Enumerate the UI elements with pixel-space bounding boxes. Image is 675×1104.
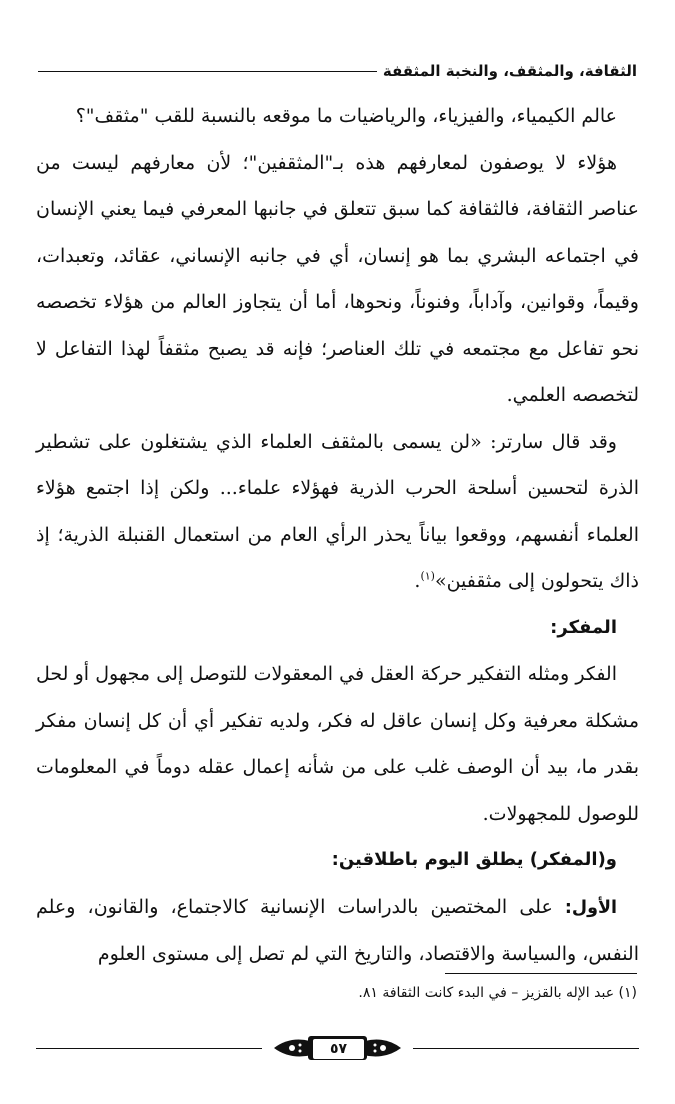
footer-rule-left [36,1048,262,1049]
running-header-rule [38,71,377,72]
paragraph: الفكر ومثله التفكير حركة العقل في المعقولات للتوصل إلى مجهول أو لحل مشكلة معرفية وكل إنسان عاقل له فكر، ولديه تفكير أي أن كل إنسان مفكر بقدر ما، بيد أن الوصف غلب على من شأنه إعمال عقله دوماً في المعلومات للوصول للمجهولات. [36,663,639,825]
paragraph-end-mark: . [414,570,421,592]
running-header-title: الثقافة، والمثقف، والنخبة المثقفة [382,62,637,80]
footer-rule-right [413,1048,639,1049]
paragraph: هؤلاء لا يوصفون لمعارفهم هذه بـ"المثقفين"؛ لأن معارفهم ليست من عناصر الثقافة، فالثقافة كما سبق تتعلق في جانبها المعرفي فيما يعني الإنسان في اجتماعه البشري بما هو إنسان، أي في جانبه الإنساني، عقائد، وتعبدات، وقيماً، وقوانين، وآداباً، وفنوناً، ونحوها، أما أن يتجاوز العالم من هؤلاء تخصصه نحو تفاعل مع مجتمعه في تلك العناصر؛ فإنه قد يصبح مثقفاً لهذا التفاعل لا لتخصصه العلمي. [36,151,639,406]
paragraph-text: على المختصين بالدراسات الإنسانية كالاجتماع، والقانون، وعلم النفس، والسياسة والاقتصاد، والتاريخ التي لم تصل إلى مستوى العلوم [36,895,639,965]
running-header [38,60,637,82]
enumeration-label: الأول: [564,897,617,918]
footnote-separator [445,973,637,974]
paragraph: عالم الكيمياء، والفيزياء، والرياضيات ما موقعه بالنسبة للقب "مثقف"؟ [75,105,617,127]
footnote-reference: (١) [420,569,435,583]
quote-paragraph [36,419,639,605]
section-heading: المفكر: [550,616,617,638]
page-footer [36,1033,639,1063]
page-number: ٥٧ [312,1038,365,1060]
sartre-quote: وقد قال سارتر: «لن يسمى بالمثقف العلماء الذي يشتغلون على تشطير الذرة لتحسين أسلحة الحرب الذرية فهؤلاء علماء... ولكن إذا اجتمع هؤلاء العلماء أنفسهم، ووقعوا بياناً يحذر الرأي العام من استعمال القنبلة الذرية؛ إذ ذاك يتحولون إلى مثقفين» [36,430,639,592]
paragraph [36,884,639,978]
body-text [36,93,639,978]
footnote: (١) عبد الإله بالقزيز – في البدء كانت الثقافة ٨١. [358,985,637,1001]
subheading: و(المفكر) يطلق اليوم باطلاقين: [331,849,617,870]
